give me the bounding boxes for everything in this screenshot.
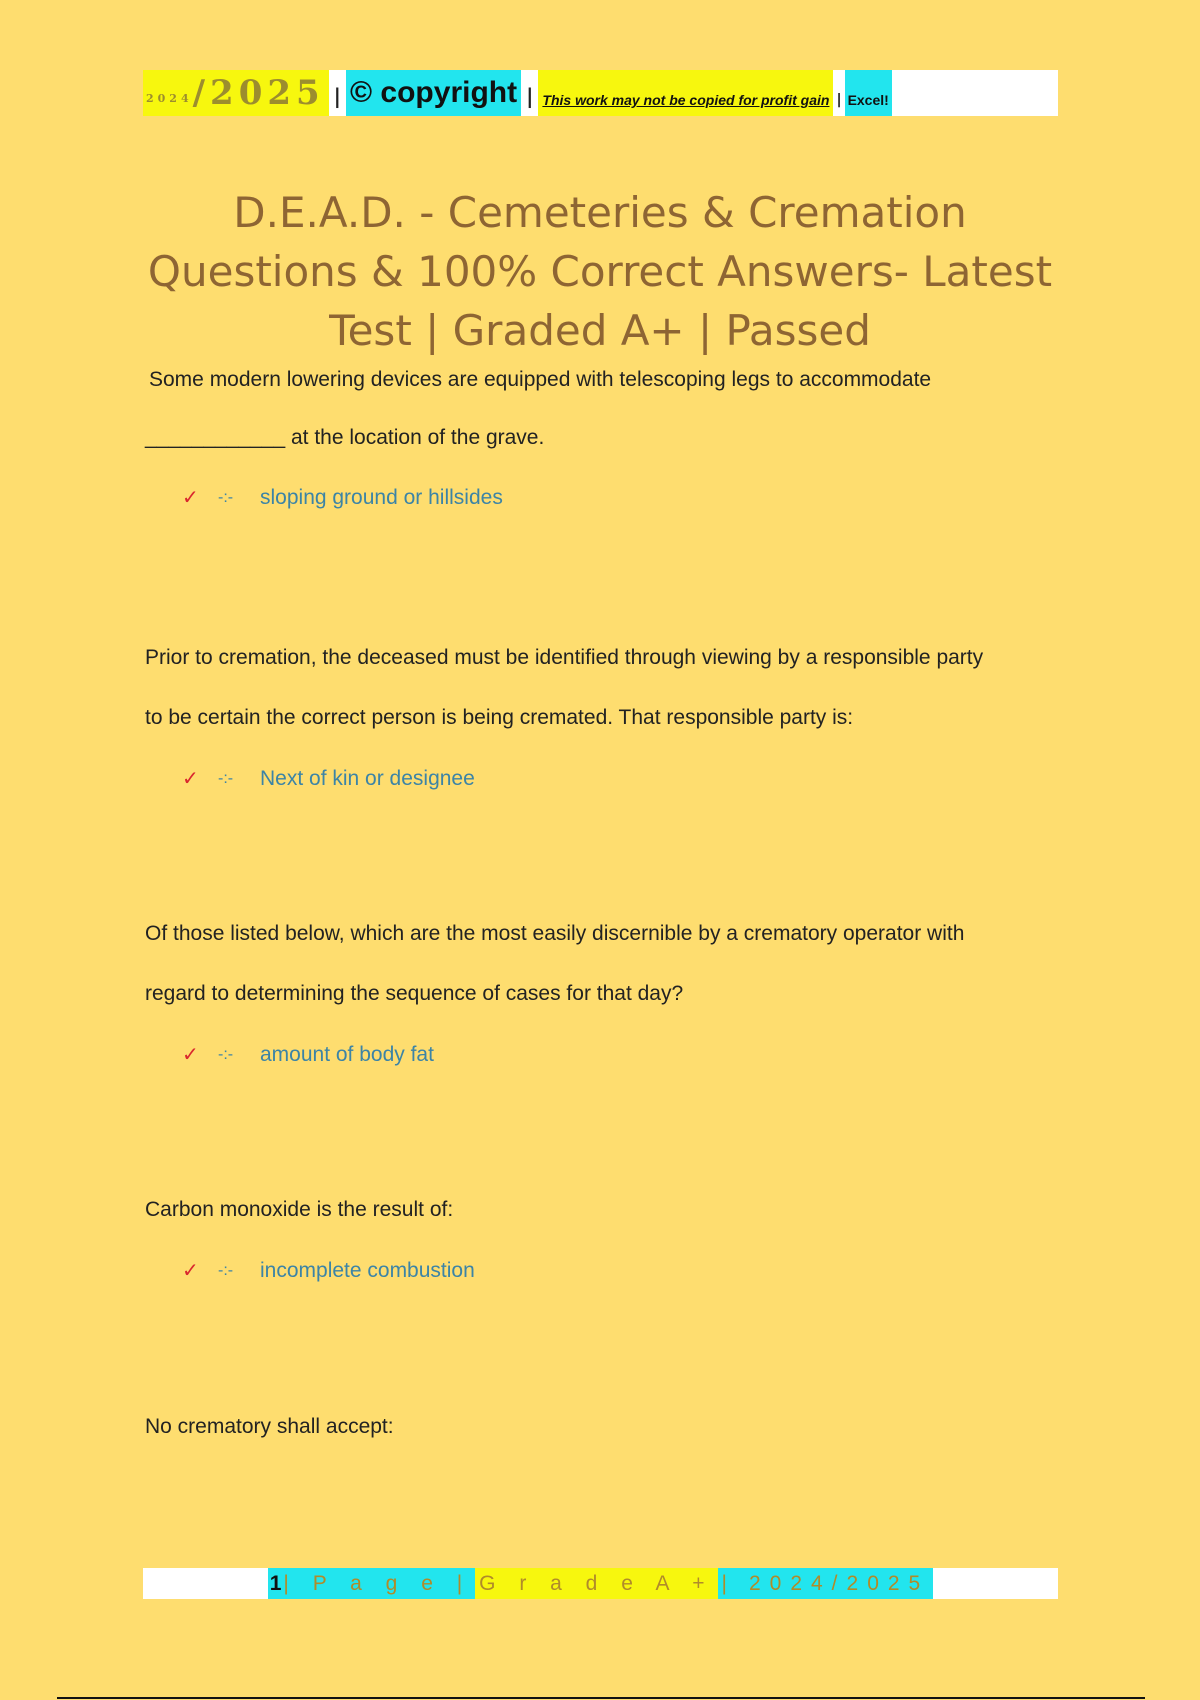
footer-page-label: | P a g e | — [283, 1568, 475, 1599]
question-text — [145, 1180, 1065, 1240]
answer-separator: -:- — [218, 1045, 234, 1063]
document-title — [140, 183, 1060, 360]
question-line-2: regard to determining the sequence of cases for that day? — [145, 982, 684, 1005]
qa-item-4 — [145, 1180, 1065, 1283]
question-line-2: to be certain the correct person is being cremated. That responsible party is: — [145, 706, 854, 729]
footer-separator: | — [721, 1571, 727, 1595]
title-line-1: D.E.A.D. - Cemeteries & Cremation — [233, 188, 967, 237]
header-year-small: 2024 — [146, 91, 193, 105]
header-year-big: /2025 — [192, 73, 325, 113]
header-separator: | — [333, 84, 341, 108]
header-year — [143, 70, 329, 116]
bottom-rule — [57, 1697, 1145, 1699]
footer-page-number: 1 — [268, 1568, 284, 1599]
question-line-1: Some modern lowering devices are equipped with telescoping legs to accommodate — [149, 368, 932, 391]
header-copyright: © copyright — [346, 70, 521, 116]
header-bar — [143, 70, 1058, 116]
question-text — [145, 351, 1065, 467]
footer-year-wrapper — [718, 1568, 934, 1599]
qa-item-1 — [145, 351, 1065, 510]
answer-row — [182, 766, 1065, 791]
answer-separator: -:- — [218, 1261, 234, 1279]
question-line-1: Carbon monoxide is the result of: — [145, 1198, 454, 1221]
question-line-1: No crematory shall accept: — [145, 1415, 394, 1438]
title-line-3: Test | Graded A+ | Passed — [329, 306, 871, 355]
check-icon: ✓ — [182, 487, 199, 509]
question-text — [145, 904, 1065, 1024]
footer-bar — [143, 1568, 1058, 1599]
footer-grade: G r a d e A + — [475, 1568, 717, 1599]
footer-year: 2024/2025 — [748, 1571, 930, 1595]
header-notice: This work may not be copied for profit gain — [538, 70, 833, 116]
check-icon: ✓ — [182, 1260, 199, 1282]
answer-row — [182, 1258, 1065, 1283]
answer-separator: -:- — [218, 488, 234, 506]
answer-row — [182, 1042, 1065, 1067]
answer-row — [182, 485, 1065, 510]
header-separator-2: | — [526, 84, 534, 108]
answer-separator: -:- — [218, 769, 234, 787]
answer-text: amount of body fat — [260, 1042, 434, 1066]
qa-item-5 — [145, 1397, 1065, 1457]
answer-text: incomplete combustion — [260, 1258, 475, 1282]
title-line-2: Questions & 100% Correct Answers- Latest — [147, 247, 1053, 296]
check-icon: ✓ — [182, 1044, 199, 1066]
answer-text: Next of kin or designee — [260, 766, 475, 790]
qa-item-2 — [145, 628, 1065, 791]
header-excel: Excel! — [845, 70, 892, 116]
question-line-1: Prior to cremation, the deceased must be identified through viewing by a responsible party — [145, 646, 984, 669]
question-line-1: Of those listed below, which are the most easily discernible by a crematory operator with — [145, 922, 965, 945]
qa-item-3 — [145, 904, 1065, 1067]
question-text — [145, 1397, 1065, 1457]
question-text — [145, 628, 1065, 748]
answer-text: sloping ground or hillsides — [260, 485, 503, 509]
question-line-2: ____________ at the location of the grave. — [145, 426, 545, 449]
header-separator-3: | — [836, 92, 842, 108]
check-icon: ✓ — [182, 768, 199, 790]
